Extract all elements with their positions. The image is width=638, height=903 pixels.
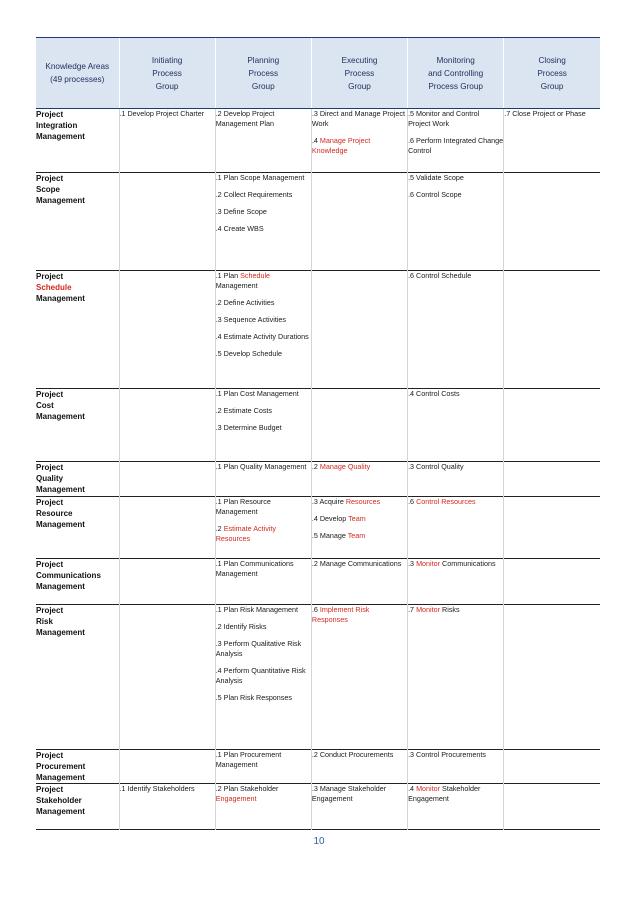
- header-planning: Planning Process Group: [215, 38, 311, 109]
- cell-communications-initiating: [119, 559, 215, 605]
- text-run: Quality: [36, 474, 64, 483]
- text-run: .3 Determine Budget: [215, 423, 282, 432]
- text-run: .7 Close Project or Phase: [504, 109, 586, 118]
- text-run: .3 Sequence Activities: [215, 315, 287, 324]
- text-run: Management: [36, 196, 85, 205]
- row-quality: [36, 462, 600, 497]
- highlighted-text: Manage Quality: [319, 462, 371, 471]
- process-item: [216, 639, 311, 659]
- text-run: .2: [215, 524, 224, 533]
- text-run: Management: [36, 520, 85, 529]
- text-run: .4 Perform Quantitative Risk Analysis: [215, 666, 306, 685]
- highlighted-text: Monitor: [416, 605, 441, 614]
- process-item: [408, 173, 503, 183]
- text-run: Project: [36, 560, 64, 569]
- row-integration: [36, 109, 600, 173]
- process-item: [120, 109, 215, 119]
- process-item: [216, 784, 311, 804]
- process-item: [216, 750, 311, 770]
- text-run: Project: [36, 272, 64, 281]
- page-number: 10: [313, 836, 325, 847]
- text-run: Project: [36, 463, 64, 472]
- text-run: .2 Estimate Costs: [215, 406, 273, 415]
- cell-procurement-monitoring: [408, 750, 504, 784]
- cell-resource-executing: [311, 497, 407, 559]
- cell-quality-monitoring: [408, 462, 504, 497]
- text-run: .1 Plan Scope Management: [215, 173, 305, 182]
- text-run: Management: [36, 132, 85, 141]
- text-run: .4 Develop: [311, 514, 349, 523]
- process-item: [312, 462, 407, 472]
- process-item: [312, 514, 407, 524]
- knowledge-area-schedule: [36, 271, 119, 389]
- knowledge-area-communications: [36, 559, 119, 605]
- knowledge-area-scope: [36, 173, 119, 271]
- process-item: [216, 190, 311, 200]
- cell-scope-initiating: [119, 173, 215, 271]
- text-run: .3 Perform Qualitative Risk Analysis: [215, 639, 302, 658]
- process-item: [312, 109, 407, 129]
- process-item: [120, 784, 215, 794]
- text-run: .5 Plan Risk Responses: [215, 693, 292, 702]
- knowledge-area-resource: [36, 497, 119, 559]
- knowledge-area-integration: [36, 109, 119, 173]
- cell-schedule-planning: [215, 271, 311, 389]
- cell-stakeholder-planning: [215, 784, 311, 830]
- cell-cost-initiating: [119, 389, 215, 462]
- process-item: [216, 207, 311, 217]
- text-run: .3 Direct and Manage Project Work: [311, 109, 405, 128]
- process-item: [216, 173, 311, 183]
- cell-schedule-monitoring: [408, 271, 504, 389]
- process-item: [216, 423, 311, 433]
- row-procurement: [36, 750, 600, 784]
- highlighted-text: Manage Project Knowledge: [311, 136, 371, 155]
- cell-integration-initiating: [119, 109, 215, 173]
- process-item: [216, 462, 311, 472]
- text-run: Cost: [36, 401, 54, 410]
- process-item: [216, 693, 311, 703]
- cell-resource-initiating: [119, 497, 215, 559]
- highlighted-text: Implement Risk Responses: [311, 605, 370, 624]
- cell-quality-planning: [215, 462, 311, 497]
- text-run: Project: [36, 785, 64, 794]
- knowledge-area-procurement: [36, 750, 119, 784]
- text-run: Stakeholder: [36, 796, 82, 805]
- process-item: [216, 315, 311, 325]
- process-item: [312, 784, 407, 804]
- cell-risk-initiating: [119, 605, 215, 750]
- text-run: .2: [311, 462, 320, 471]
- process-item: [408, 462, 503, 472]
- text-run: .3 Control Procurements: [408, 750, 486, 759]
- process-item: [216, 524, 311, 544]
- process-item: [408, 389, 503, 399]
- row-resource: [36, 497, 600, 559]
- process-group-table: [36, 37, 600, 830]
- process-item: [408, 271, 503, 281]
- process-item: [408, 750, 503, 760]
- text-run: Management: [36, 773, 85, 782]
- process-item: [312, 136, 407, 156]
- text-run: .2 Develop Project Management Plan: [215, 109, 275, 128]
- cell-stakeholder-executing: [311, 784, 407, 830]
- text-run: Integration: [36, 121, 78, 130]
- text-run: .1 Plan Communications Management: [215, 559, 294, 578]
- text-run: .4 Control Costs: [408, 389, 460, 398]
- process-item: [504, 109, 600, 119]
- text-run: Management: [36, 807, 85, 816]
- highlighted-text: Control Resources: [416, 497, 476, 506]
- cell-integration-closing: [504, 109, 600, 173]
- cell-schedule-closing: [504, 271, 600, 389]
- table-header-row: [36, 38, 600, 109]
- text-run: .4: [408, 784, 417, 793]
- cell-scope-closing: [504, 173, 600, 271]
- highlighted-text: Team: [347, 531, 366, 540]
- text-run: .5 Manage: [311, 531, 348, 540]
- cell-risk-monitoring: [408, 605, 504, 750]
- process-item: [216, 332, 311, 342]
- process-item: [408, 190, 503, 200]
- process-item: [216, 349, 311, 359]
- highlighted-text: Team: [348, 514, 366, 523]
- text-run: .3: [408, 559, 417, 568]
- text-run: .5 Develop Schedule: [215, 349, 283, 358]
- text-run: .1 Plan Risk Management: [215, 605, 298, 614]
- text-run: .1 Plan Resource Management: [215, 497, 271, 516]
- text-run: Resource: [36, 509, 73, 518]
- cell-procurement-initiating: [119, 750, 215, 784]
- process-item: [216, 559, 311, 579]
- cell-procurement-planning: [215, 750, 311, 784]
- text-run: .2 Collect Requirements: [215, 190, 293, 199]
- highlighted-text: Monitor: [416, 784, 441, 793]
- cell-communications-planning: [215, 559, 311, 605]
- highlighted-text: Schedule: [36, 283, 72, 292]
- cell-scope-executing: [311, 173, 407, 271]
- knowledge-area-stakeholder: [36, 784, 119, 830]
- text-run: Management: [36, 485, 85, 494]
- text-run: .6 Control Schedule: [408, 271, 472, 280]
- cell-risk-planning: [215, 605, 311, 750]
- knowledge-area-quality: [36, 462, 119, 497]
- cell-schedule-initiating: [119, 271, 215, 389]
- text-run: Project: [36, 606, 64, 615]
- text-run: Project: [36, 498, 64, 507]
- text-run: .6: [408, 497, 417, 506]
- process-item: [408, 497, 503, 507]
- process-item: [216, 622, 311, 632]
- text-run: Stakeholder Engagement: [408, 784, 481, 803]
- process-item: [312, 559, 407, 569]
- text-run: .2 Manage Communications: [311, 559, 402, 568]
- row-risk: [36, 605, 600, 750]
- row-stakeholder: [36, 784, 600, 830]
- process-item: [216, 497, 311, 517]
- table-body: [36, 109, 600, 830]
- text-run: .1 Develop Project Charter: [119, 109, 205, 118]
- cell-scope-planning: [215, 173, 311, 271]
- text-run: .4: [311, 136, 320, 145]
- cell-risk-executing: [311, 605, 407, 750]
- cell-communications-executing: [311, 559, 407, 605]
- cell-quality-closing: [504, 462, 600, 497]
- text-run: Project: [36, 174, 64, 183]
- highlighted-text: Engagement: [215, 794, 257, 803]
- cell-stakeholder-initiating: [119, 784, 215, 830]
- text-run: Project: [36, 751, 64, 760]
- cell-procurement-closing: [504, 750, 600, 784]
- text-run: .4 Create WBS: [215, 224, 264, 233]
- process-item: [312, 750, 407, 760]
- cell-schedule-executing: [311, 271, 407, 389]
- text-run: .3 Define Scope: [215, 207, 267, 216]
- highlighted-text: Resources: [345, 497, 381, 506]
- text-run: .3 Control Quality: [408, 462, 464, 471]
- cell-stakeholder-monitoring: [408, 784, 504, 830]
- text-run: Management: [36, 412, 85, 421]
- text-run: Management: [215, 281, 258, 290]
- text-run: .1 Plan Quality Management: [215, 462, 307, 471]
- cell-resource-closing: [504, 497, 600, 559]
- text-run: Communications: [36, 571, 101, 580]
- process-item: [216, 271, 311, 291]
- cell-integration-executing: [311, 109, 407, 173]
- header-initiating: Initiating Process Group: [119, 38, 215, 109]
- process-item: [312, 605, 407, 625]
- header-executing: Executing Process Group: [311, 38, 407, 109]
- process-item: [408, 136, 503, 156]
- cell-cost-closing: [504, 389, 600, 462]
- cell-integration-monitoring: [408, 109, 504, 173]
- process-item: [408, 109, 503, 129]
- cell-procurement-executing: [311, 750, 407, 784]
- text-run: .1 Plan Procurement Management: [215, 750, 282, 769]
- process-item: [312, 531, 407, 541]
- text-run: Risks: [440, 605, 460, 614]
- highlighted-text: Schedule: [240, 271, 271, 280]
- text-run: .2 Define Activities: [215, 298, 275, 307]
- text-run: Project: [36, 110, 64, 119]
- process-item: [216, 605, 311, 615]
- cell-communications-monitoring: [408, 559, 504, 605]
- knowledge-area-cost: [36, 389, 119, 462]
- process-item: [408, 559, 503, 569]
- cell-cost-planning: [215, 389, 311, 462]
- cell-resource-monitoring: [408, 497, 504, 559]
- header-knowledge-areas: Knowledge Areas (49 processes): [36, 38, 119, 109]
- process-item: [408, 784, 503, 804]
- cell-integration-planning: [215, 109, 311, 173]
- cell-quality-executing: [311, 462, 407, 497]
- cell-quality-initiating: [119, 462, 215, 497]
- highlighted-text: Monitor: [416, 559, 441, 568]
- process-item: [312, 497, 407, 507]
- cell-cost-executing: [311, 389, 407, 462]
- text-run: .3 Manage Stakeholder Engagement: [311, 784, 387, 803]
- highlighted-text: Estimate Activity Resources: [215, 524, 277, 543]
- text-run: .3 Acquire: [311, 497, 346, 506]
- header-closing: Closing Process Group: [504, 38, 600, 109]
- text-run: .5 Monitor and Control Project Work: [408, 109, 480, 128]
- process-item: [216, 224, 311, 234]
- text-run: .6 Control Scope: [408, 190, 462, 199]
- cell-cost-monitoring: [408, 389, 504, 462]
- cell-communications-closing: [504, 559, 600, 605]
- cell-scope-monitoring: [408, 173, 504, 271]
- row-scope: [36, 173, 600, 271]
- process-item: [216, 666, 311, 686]
- text-run: .2 Conduct Procurements: [311, 750, 394, 759]
- text-run: .1 Plan: [215, 271, 241, 280]
- process-item: [216, 298, 311, 308]
- text-run: .2 Identify Risks: [215, 622, 267, 631]
- text-run: Procurement: [36, 762, 86, 771]
- cell-stakeholder-closing: [504, 784, 600, 830]
- cell-resource-planning: [215, 497, 311, 559]
- process-item: [216, 389, 311, 399]
- process-item: [216, 109, 311, 129]
- text-run: Communications: [440, 559, 496, 568]
- header-monitoring-controlling: Monitoring and Controlling Process Group: [408, 38, 504, 109]
- text-run: .1 Plan Cost Management: [215, 389, 299, 398]
- text-run: Project: [36, 390, 64, 399]
- text-run: .6 Perform Integrated Change Control: [408, 136, 504, 155]
- text-run: Management: [36, 582, 85, 591]
- text-run: Management: [36, 628, 85, 637]
- text-run: .7: [408, 605, 417, 614]
- text-run: Risk: [36, 617, 53, 626]
- text-run: .6: [311, 605, 320, 614]
- text-run: .4 Estimate Activity Durations: [215, 332, 309, 341]
- text-run: Scope: [36, 185, 61, 194]
- process-item: [408, 605, 503, 615]
- text-run: .5 Validate Scope: [408, 173, 464, 182]
- cell-risk-closing: [504, 605, 600, 750]
- text-run: .2 Plan Stakeholder: [215, 784, 279, 793]
- row-schedule: [36, 271, 600, 389]
- process-item: [216, 406, 311, 416]
- knowledge-area-risk: [36, 605, 119, 750]
- row-communications: [36, 559, 600, 605]
- text-run: .1 Identify Stakeholders: [119, 784, 195, 793]
- text-run: Management: [36, 294, 85, 303]
- row-cost: [36, 389, 600, 462]
